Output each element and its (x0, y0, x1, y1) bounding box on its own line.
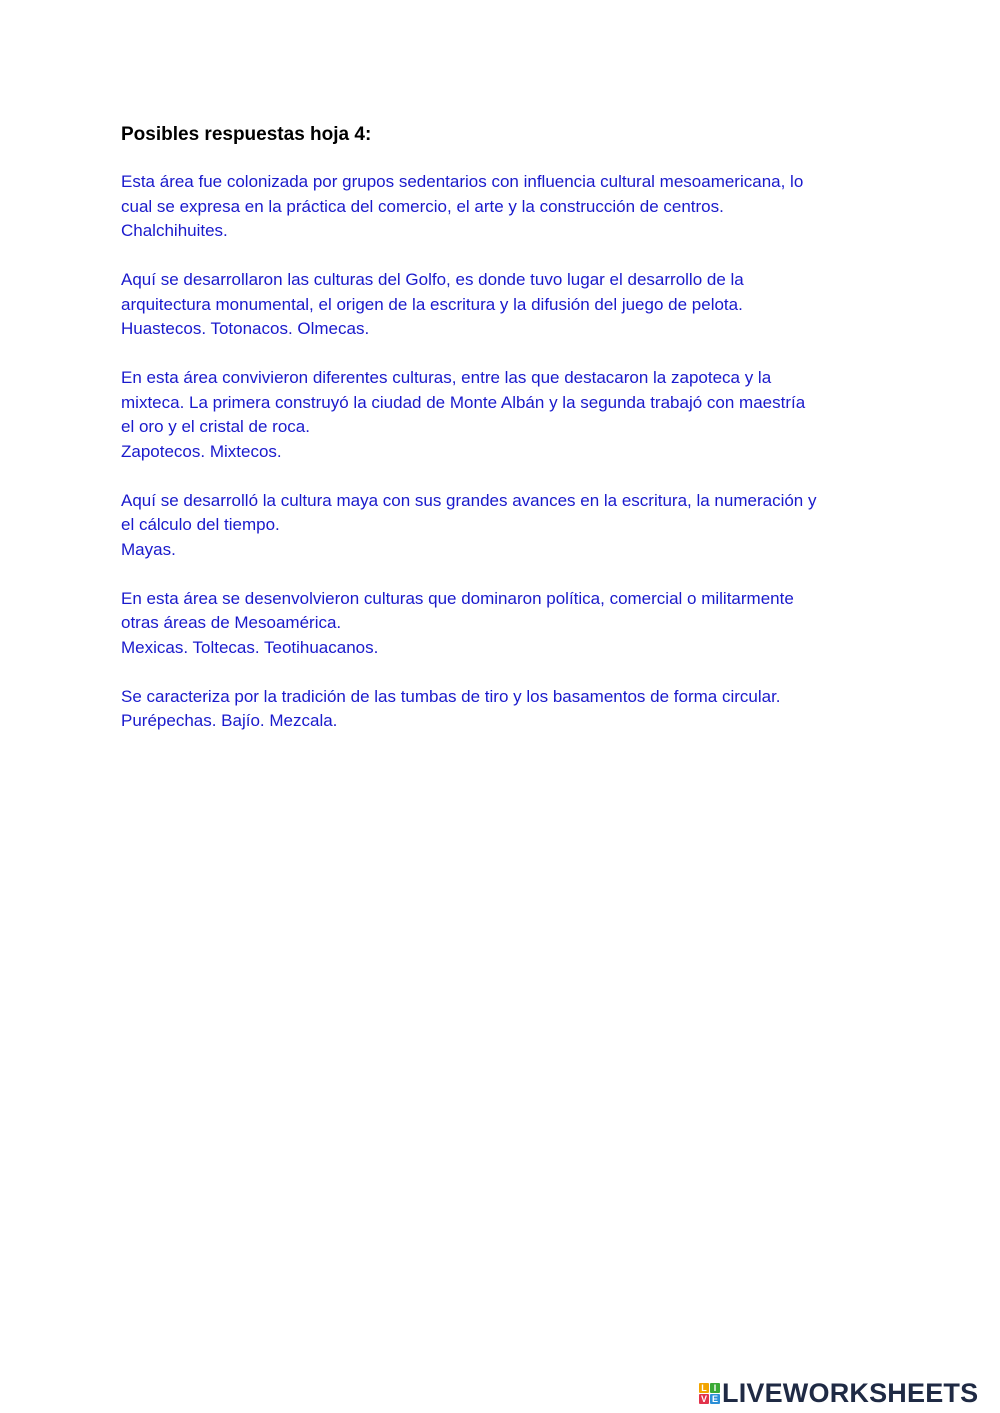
answer-line: mixteca. La primera construyó la ciudad de Monte Albán y la segunda trabajó con maestría (121, 392, 806, 412)
answer-line: el cálculo del tiempo. (121, 515, 280, 534)
answer-block-3 (121, 366, 891, 464)
answer-line: Mayas. (121, 539, 176, 559)
answer-line: cual se expresa en la práctica del comercio, el arte y la construcción de centros. (121, 196, 724, 216)
answer-block-1 (121, 170, 891, 244)
answer-line: Se caracteriza por la tradición de las tumbas de tiro y los basamentos de forma circular. (121, 686, 781, 706)
answer-line: Purépechas. Bajío. Mezcala. (121, 711, 338, 730)
answer-line: En esta área se desenvolvieron culturas que dominaron política, comercial o militarmente (121, 588, 794, 608)
liveworksheets-logo-icon (699, 1383, 720, 1404)
answer-line: Esta área fue colonizada por grupos sedentarios con influencia cultural mesoamericana, lo (121, 172, 804, 191)
answer-line: Mexicas. Toltecas. Teotihuacanos. (121, 637, 379, 657)
answer-line: Aquí se desarrollaron las culturas del Golfo, es donde tuvo lugar el desarrollo de la (121, 270, 744, 289)
logo-mark-letter: E (711, 1393, 718, 1404)
answer-block-5 (121, 587, 891, 661)
logo-text: LIVEWORKSHEETS (722, 1378, 979, 1408)
logo-mark-letter: L (699, 1383, 709, 1393)
answer-line: otras áreas de Mesoamérica. (121, 613, 342, 632)
answer-line: Huastecos. Totonacos. Olmecas. (121, 319, 370, 338)
answer-line: arquitectura monumental, el origen de la escritura y la difusión del juego de pelota. (121, 294, 743, 314)
answer-line: Aquí se desarrolló la cultura maya con sus grandes avances en la escritura, la numeración y (121, 490, 817, 510)
answer-block-4 (121, 489, 891, 563)
answer-line: En esta área convivieron diferentes culturas, entre las que destacaron la zapoteca y la (121, 368, 772, 387)
page-title: Posibles respuestas hoja 4: (121, 124, 372, 145)
answer-line: Zapotecos. Mixtecos. (121, 441, 282, 461)
logo-mark-letter: V (700, 1393, 707, 1404)
answer-block-2 (121, 268, 891, 342)
answer-line: el oro y el cristal de roca. (121, 417, 310, 436)
liveworksheets-logo (699, 1378, 978, 1408)
answer-line: Chalchihuites. (121, 221, 228, 240)
answer-block-6 (121, 685, 891, 734)
logo-mark-letter: I (710, 1383, 720, 1393)
answers-list (121, 170, 891, 758)
